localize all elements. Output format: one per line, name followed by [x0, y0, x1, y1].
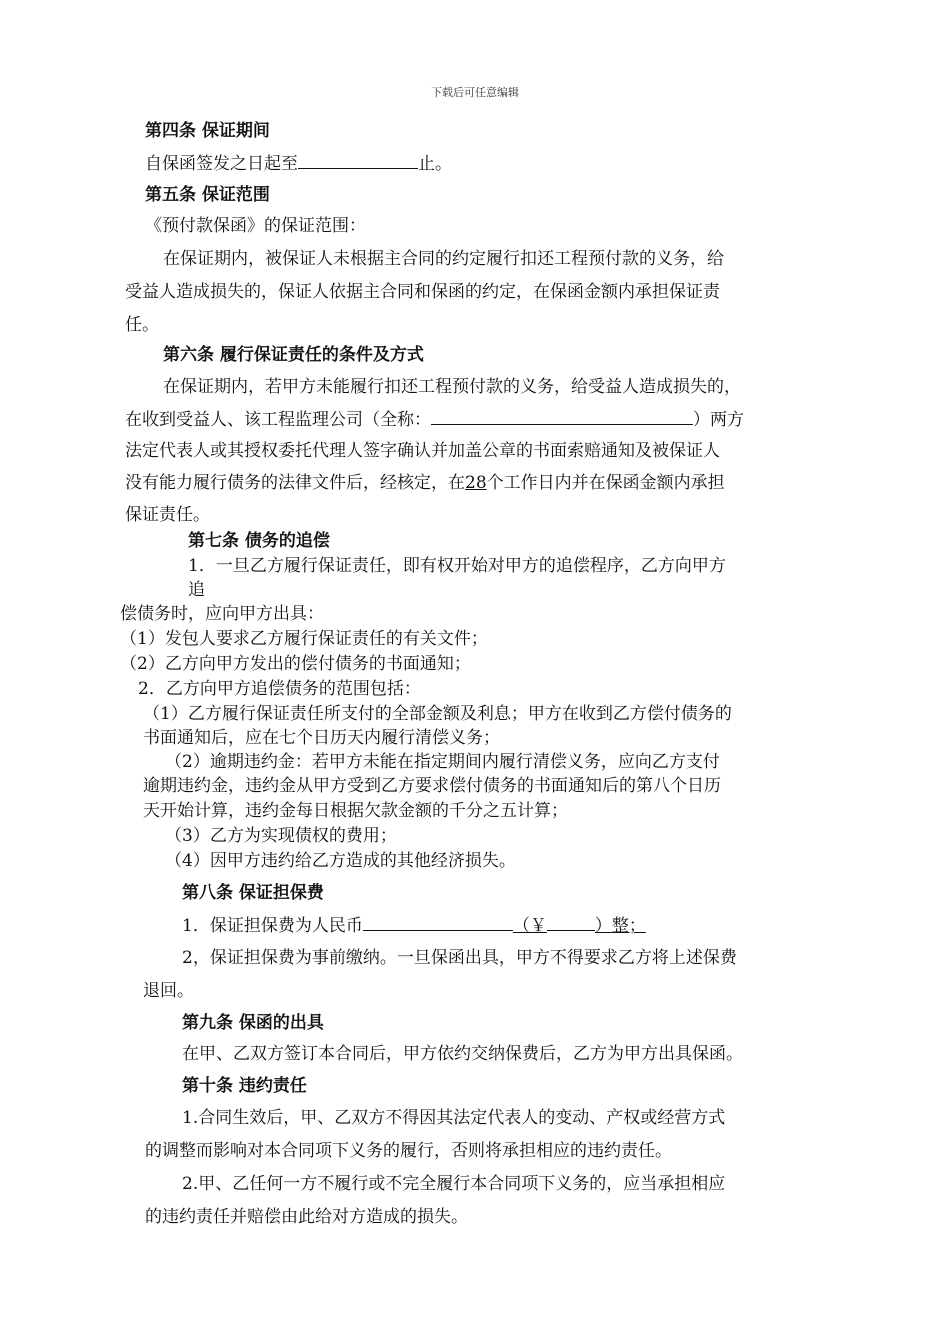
article-4-text-post: 止。	[418, 154, 452, 174]
article-5-paragraph-line: 在保证期内，被保证人未根据主合同的约定履行扣还工程预付款的义务，给	[163, 249, 724, 269]
article-7-line: 书面通知后，应在七个日历天内履行清偿义务；	[143, 728, 500, 748]
article-8-title: 第八条 保证担保费	[182, 883, 324, 903]
page-header: 下载后可任意编辑	[431, 86, 519, 99]
article-6-text-post: ）两方	[693, 410, 744, 430]
article-4-title: 第四条 保证期间	[145, 121, 270, 141]
article-7-line: 天开始计算，违约金每日根据欠款金额的千分之五计算；	[143, 801, 568, 821]
article-8-line: 2，保证担保费为事前缴纳。一旦保函出具，甲方不得要求乙方将上述保费	[182, 948, 737, 968]
article-5-paragraph-line: 受益人造成损失的，保证人依据主合同和保函的约定，在保函金额内承担保证责	[125, 282, 720, 302]
article-7-line: 1．一旦乙方履行保证责任，即有权开始对甲方的追偿程序，乙方向甲方	[188, 556, 726, 576]
article-9-line: 在甲、乙双方签订本合同后，甲方依约交纳保费后，乙方为甲方出具保函。	[182, 1044, 743, 1064]
article-6-line: 法定代表人或其授权委托代理人签字确认并加盖公章的书面索赔通知及被保证人	[125, 441, 720, 461]
article-5-scope-label: 《预付款保函》的保证范围：	[145, 216, 366, 236]
article-10-line: 的调整而影响对本合同项下义务的履行，否则将承担相应的违约责任。	[145, 1141, 672, 1161]
article-8-text-post: ）整；	[594, 916, 646, 936]
article-7-list-item: （4）因甲方违约给乙方造成的其他经济损失。	[165, 851, 516, 871]
working-days-value: 28	[465, 473, 487, 493]
article-7-line: 偿债务时，应向甲方出具：	[120, 604, 324, 624]
article-7-list-item: （2）乙方向甲方发出的偿付债务的书面通知；	[120, 654, 471, 674]
article-9-title: 第九条 保函的出具	[182, 1013, 324, 1033]
article-10-line: 1.合同生效后，甲、乙双方不得因其法定代表人的变动、产权或经营方式	[182, 1108, 726, 1128]
article-6-line	[125, 408, 744, 431]
article-7-list-item: （1）乙方履行保证责任所支付的全部金额及利息；甲方在收到乙方偿付债务的	[143, 704, 732, 724]
article-10-line: 的违约责任并赔偿由此给对方造成的损失。	[145, 1207, 468, 1227]
article-6-line: 保证责任。	[125, 505, 210, 525]
article-7-list-item: （2）逾期违约金：若甲方未能在指定期间内履行清偿义务，应向乙方支付	[165, 752, 720, 772]
company-fullname-blank	[431, 408, 693, 425]
article-6-line	[125, 472, 725, 494]
rmb-amount-blank	[363, 914, 513, 931]
article-4-period-line	[145, 152, 452, 175]
article-10-line: 2.甲、乙任何一方不履行或不完全履行本合同项下义务的，应当承担相应	[182, 1174, 726, 1194]
article-6-text-pre: 在收到受益人、该工程监理公司（全称：	[125, 410, 431, 430]
article-7-line: 逾期违约金，违约金从甲方受到乙方要求偿付债务的书面通知后的第八个日历	[143, 776, 721, 796]
article-7-line: 2．乙方向甲方追偿债务的范围包括：	[138, 679, 421, 699]
article-6-text-pre: 没有能力履行债务的法律文件后，经核定，在	[125, 473, 465, 493]
article-8-text-mid: （￥	[512, 916, 547, 936]
article-8-text-pre: 1．保证担保费为人民币	[182, 916, 363, 936]
article-7-title: 第七条 债务的追偿	[188, 531, 330, 551]
article-7-list-item: （3）乙方为实现债权的费用；	[165, 826, 397, 846]
article-6-text-post: 个工作日内并在保函金额内承担	[486, 473, 725, 493]
article-5-title: 第五条 保证范围	[145, 185, 270, 205]
article-10-title: 第十条 违约责任	[182, 1076, 307, 1096]
yen-amount-blank	[547, 914, 595, 931]
article-8-line: 退回。	[143, 981, 194, 1001]
article-6-title: 第六条 履行保证责任的条件及方式	[163, 345, 424, 365]
article-5-paragraph-line: 任。	[125, 315, 159, 335]
end-date-blank	[298, 152, 418, 169]
article-7-list-item: （1）发包人要求乙方履行保证责任的有关文件；	[120, 629, 488, 649]
article-4-text-pre: 自保函签发之日起至	[145, 154, 298, 174]
article-6-line: 在保证期内，若甲方未能履行扣还工程预付款的义务，给受益人造成损失的，	[163, 377, 741, 397]
article-8-fee-line	[182, 914, 646, 937]
article-7-line: 追	[188, 580, 205, 600]
